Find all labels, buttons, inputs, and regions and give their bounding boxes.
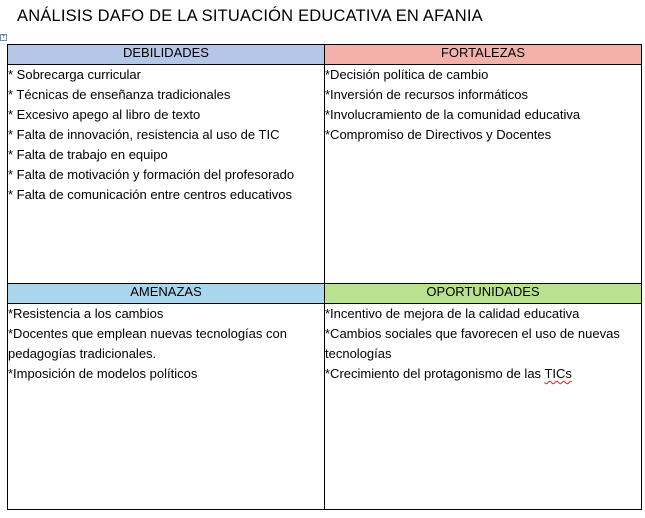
header-oportunidades: OPORTUNIDADES — [325, 284, 642, 304]
header-amenazas: AMENAZAS — [8, 284, 325, 304]
dafo-table — [7, 44, 642, 510]
list-item: *Docentes que emplean nuevas tecnologías con pedagogías tradicionales. — [8, 326, 287, 361]
document-title: ANÁLISIS DAFO DE LA SITUACIÓN EDUCATIVA EN AFANIA — [17, 7, 483, 25]
list-item — [325, 364, 641, 384]
header-fortalezas: FORTALEZAS — [325, 45, 642, 65]
list-item: *Compromiso de Directivos y Docentes — [325, 127, 552, 142]
list-item: *Imposición de modelos políticos — [8, 366, 198, 381]
header-debilidades: DEBILIDADES — [8, 45, 325, 65]
spellcheck-flagged-word[interactable]: TICs — [544, 366, 572, 381]
list-item: *Inversión de recursos informáticos — [325, 87, 529, 102]
cell-debilidades[interactable] — [8, 65, 325, 284]
list-item: * Falta de innovación, resistencia al uso de TIC — [8, 127, 280, 142]
body-row-bottom — [8, 304, 642, 510]
list-item: * Falta de comunicación entre centros educativos — [8, 187, 292, 202]
list-item: * Falta de trabajo en equipo — [8, 147, 168, 162]
cell-fortalezas[interactable] — [325, 65, 642, 284]
list-item: *Incentivo de mejora de la calidad educativa — [325, 306, 580, 321]
list-item: *Involucramiento de la comunidad educativa — [325, 107, 581, 122]
header-row-top — [8, 45, 642, 65]
list-item: * Técnicas de enseñanza tradicionales — [8, 87, 231, 102]
table-move-handle-icon[interactable]: + — [1, 34, 6, 40]
list-item: *Cambios sociales que favorecen el uso de nuevas tecnologías — [325, 326, 620, 361]
list-item: *Resistencia a los cambios — [8, 306, 164, 321]
cell-oportunidades[interactable] — [325, 304, 642, 510]
list-item: * Excesivo apego al libro de texto — [8, 107, 201, 122]
list-item: * Falta de motivación y formación del profesorado — [8, 167, 295, 182]
body-row-top — [8, 65, 642, 284]
list-item: * Sobrecarga curricular — [8, 67, 141, 82]
list-item-text: *Crecimiento del protagonismo de las — [325, 366, 545, 381]
header-row-bottom — [8, 284, 642, 304]
cell-amenazas[interactable] — [8, 304, 325, 510]
list-item: *Decisión política de cambio — [325, 67, 489, 82]
